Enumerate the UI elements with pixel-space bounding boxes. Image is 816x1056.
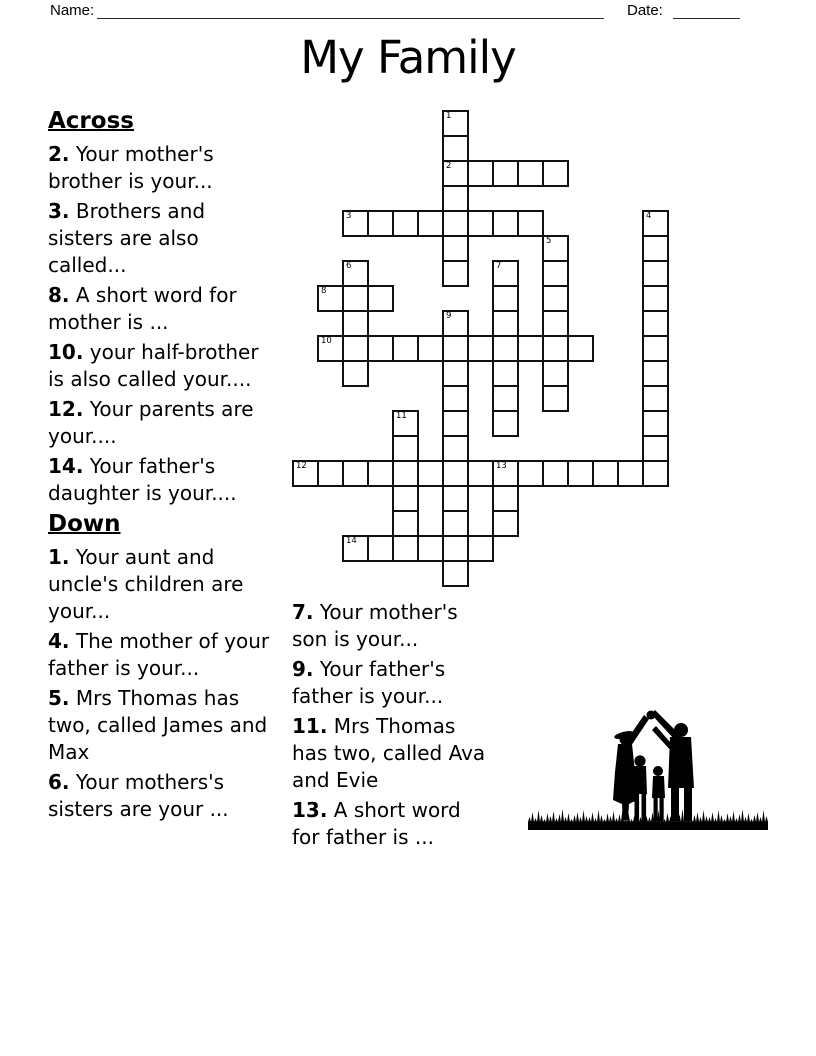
mother-body-icon: [613, 744, 637, 820]
crossword-cell[interactable]: [392, 485, 419, 512]
crossword-cell[interactable]: [642, 410, 669, 437]
clue-item: [48, 141, 276, 195]
crossword-cell[interactable]: [642, 360, 669, 387]
crossword-cell[interactable]: [642, 335, 669, 362]
clue-item: [48, 685, 276, 766]
clue-item: [48, 769, 276, 823]
cell-number: 11: [396, 411, 407, 421]
crossword-cell[interactable]: [442, 485, 469, 512]
clue-text: Your father's daughter is your....: [48, 454, 237, 505]
crossword-cell[interactable]: [642, 260, 669, 287]
clue-item: [292, 713, 492, 794]
crossword-cell[interactable]: [517, 210, 544, 237]
crossword-cell[interactable]: [442, 560, 469, 587]
crossword-cell[interactable]: [492, 485, 519, 512]
across-clue-list: [48, 141, 276, 507]
crossword-cell[interactable]: [517, 460, 544, 487]
clue-text: Mrs Thomas has two, called Ava and Evie: [292, 714, 486, 792]
clues-right-column: [292, 599, 492, 854]
crossword-cell[interactable]: [492, 285, 519, 312]
crossword-cell[interactable]: [517, 335, 544, 362]
crossword-cell[interactable]: [442, 160, 469, 187]
across-heading: Across: [48, 108, 134, 134]
clues-left-column: [48, 108, 276, 826]
crossword-cell[interactable]: [492, 460, 519, 487]
father-body-icon: [668, 737, 694, 788]
clue-number: 14.: [48, 454, 84, 478]
crossword-cell[interactable]: [442, 535, 469, 562]
crossword-cell[interactable]: [642, 310, 669, 337]
clue-number: 12.: [48, 397, 84, 421]
father-leg-icon: [671, 787, 679, 821]
crossword-cell[interactable]: [392, 535, 419, 562]
crossword-cell[interactable]: [442, 360, 469, 387]
cell-number: 8: [321, 286, 327, 296]
crossword-cell[interactable]: [492, 210, 519, 237]
clue-text: Your aunt and uncle's children are your...: [48, 545, 244, 623]
crossword-cell[interactable]: [492, 260, 519, 287]
crossword-cell[interactable]: [542, 260, 569, 287]
crossword-cell[interactable]: [442, 460, 469, 487]
crossword-cell[interactable]: [442, 135, 469, 162]
child2-head-icon: [653, 766, 663, 776]
clue-number: 11.: [292, 714, 328, 738]
cell-number: 1: [446, 111, 452, 121]
clue-text: The mother of your father is your...: [48, 629, 270, 680]
crossword-cell[interactable]: [542, 235, 569, 262]
crossword-cell[interactable]: [542, 335, 569, 362]
clue-number: 5.: [48, 686, 70, 710]
crossword-cell[interactable]: [542, 310, 569, 337]
crossword-cell[interactable]: [342, 210, 369, 237]
clue-item: [48, 198, 276, 279]
crossword-cell[interactable]: [542, 285, 569, 312]
clue-number: 8.: [48, 283, 70, 307]
clue-number: 13.: [292, 798, 328, 822]
crossword-cell[interactable]: [317, 335, 344, 362]
clue-text: Your mother's brother is your...: [48, 142, 214, 193]
crossword-cell[interactable]: [492, 360, 519, 387]
crossword-cell[interactable]: [492, 410, 519, 437]
crossword-cell[interactable]: [442, 310, 469, 337]
crossword-cell[interactable]: [342, 310, 369, 337]
name-input-line[interactable]: [97, 0, 604, 19]
crossword-cell[interactable]: [342, 360, 369, 387]
cell-number: 7: [496, 261, 502, 271]
clue-number: 10.: [48, 340, 84, 364]
crossword-grid: [292, 110, 669, 587]
child2-leg-icon: [654, 797, 658, 821]
crossword-cell[interactable]: [442, 510, 469, 537]
crossword-cell[interactable]: [367, 210, 394, 237]
crossword-cell[interactable]: [417, 210, 444, 237]
clue-text: Your father's father is your...: [292, 657, 446, 708]
crossword-cell[interactable]: [442, 110, 469, 137]
crossword-cell[interactable]: [492, 310, 519, 337]
crossword-cell[interactable]: [492, 510, 519, 537]
cell-number: 14: [346, 536, 357, 546]
crossword-cell[interactable]: [417, 460, 444, 487]
clue-text: Your mother's son is your...: [292, 600, 458, 651]
crossword-cell[interactable]: [442, 185, 469, 212]
clue-text: Mrs Thomas has two, called James and Max: [48, 686, 268, 764]
clue-item: [48, 544, 276, 625]
crossword-cell[interactable]: [642, 285, 669, 312]
clue-number: 9.: [292, 657, 314, 681]
child2-body-icon: [652, 776, 665, 798]
date-label: Date:: [627, 2, 663, 19]
clue-item: [292, 797, 492, 851]
crossword-cell[interactable]: [542, 460, 569, 487]
date-input-line[interactable]: [673, 0, 740, 19]
clue-text: A short word for father is ...: [292, 798, 461, 849]
clue-text: A short word for mother is ...: [48, 283, 237, 334]
crossword-cell[interactable]: [467, 335, 494, 362]
crossword-cell[interactable]: [342, 535, 369, 562]
crossword-cell[interactable]: [417, 335, 444, 362]
child1-leg-icon: [642, 793, 647, 821]
crossword-cell[interactable]: [367, 335, 394, 362]
crossword-cell[interactable]: [567, 460, 594, 487]
clue-item: [48, 453, 276, 507]
clue-text: your half-brother is also called your....: [48, 340, 259, 391]
crossword-cell[interactable]: [317, 460, 344, 487]
crossword-cell[interactable]: [392, 210, 419, 237]
crossword-cell[interactable]: [617, 460, 644, 487]
crossword-cell[interactable]: [442, 385, 469, 412]
clue-number: 3.: [48, 199, 70, 223]
crossword-cell[interactable]: [542, 385, 569, 412]
crossword-cell[interactable]: [317, 285, 344, 312]
crossword-cell[interactable]: [642, 460, 669, 487]
crossword-cell[interactable]: [492, 335, 519, 362]
crossword-cell[interactable]: [442, 335, 469, 362]
crossword-cell[interactable]: [517, 160, 544, 187]
crossword-cell[interactable]: [442, 260, 469, 287]
down-clue-list-left: [48, 544, 276, 823]
down-clue-list-right: [292, 599, 492, 851]
crossword-cell[interactable]: [467, 535, 494, 562]
crossword-cell[interactable]: [392, 460, 419, 487]
grass-icon: [528, 809, 768, 830]
clue-item: [292, 656, 492, 710]
father-leg-icon: [684, 787, 692, 821]
down-heading: Down: [48, 511, 121, 537]
child2-leg-icon: [660, 797, 664, 821]
crossword-cell[interactable]: [417, 535, 444, 562]
clue-item: [48, 628, 276, 682]
cell-number: 2: [446, 161, 452, 171]
crossword-cell[interactable]: [367, 535, 394, 562]
family-silhouette-shapes: [528, 710, 768, 830]
crossword-cell[interactable]: [642, 385, 669, 412]
clue-number: 7.: [292, 600, 314, 624]
clue-text: Your mothers's sisters are your ...: [48, 770, 229, 821]
cell-number: 5: [546, 236, 552, 246]
joined-hands-icon: [647, 711, 656, 720]
clue-item: [292, 599, 492, 653]
crossword-cell[interactable]: [342, 460, 369, 487]
cell-number: 13: [496, 461, 507, 471]
crossword-cell[interactable]: [592, 460, 619, 487]
crossword-cell[interactable]: [392, 410, 419, 437]
crossword-cell[interactable]: [392, 510, 419, 537]
crossword-cell[interactable]: [367, 460, 394, 487]
clue-number: 6.: [48, 770, 70, 794]
cell-number: 6: [346, 261, 352, 271]
clue-number: 4.: [48, 629, 70, 653]
crossword-cell[interactable]: [542, 160, 569, 187]
cell-number: 3: [346, 211, 352, 221]
crossword-cell[interactable]: [442, 210, 469, 237]
crossword-cell[interactable]: [442, 410, 469, 437]
crossword-cell[interactable]: [467, 210, 494, 237]
clue-number: 1.: [48, 545, 70, 569]
crossword-cell[interactable]: [367, 285, 394, 312]
crossword-cell[interactable]: [467, 160, 494, 187]
family-silhouette-icon: [528, 688, 768, 838]
crossword-cell[interactable]: [467, 460, 494, 487]
clue-text: Brothers and sisters are also called...: [48, 199, 206, 277]
worksheet-title: My Family: [300, 31, 516, 84]
crossword-cell[interactable]: [492, 160, 519, 187]
name-label: Name:: [50, 2, 95, 19]
crossword-cell[interactable]: [492, 385, 519, 412]
crossword-cell[interactable]: [342, 335, 369, 362]
cell-number: 10: [321, 336, 332, 346]
crossword-cell[interactable]: [567, 335, 594, 362]
cell-number: 9: [446, 311, 452, 321]
crossword-cell[interactable]: [392, 435, 419, 462]
crossword-cell[interactable]: [542, 360, 569, 387]
child1-leg-icon: [635, 793, 640, 821]
clue-text: Your parents are your....: [48, 397, 254, 448]
cell-number: 4: [646, 211, 652, 221]
crossword-cell[interactable]: [442, 435, 469, 462]
crossword-cell[interactable]: [642, 235, 669, 262]
crossword-cell[interactable]: [342, 285, 369, 312]
clue-number: 2.: [48, 142, 70, 166]
clue-item: [48, 396, 276, 450]
crossword-cell[interactable]: [392, 335, 419, 362]
cell-number: 12: [296, 461, 307, 471]
clue-item: [48, 282, 276, 336]
child1-body-icon: [633, 766, 647, 794]
crossword-cell[interactable]: [642, 210, 669, 237]
crossword-cell[interactable]: [642, 435, 669, 462]
crossword-cell[interactable]: [292, 460, 319, 487]
crossword-cell[interactable]: [442, 235, 469, 262]
clue-item: [48, 339, 276, 393]
child1-head-icon: [634, 755, 645, 766]
crossword-cell[interactable]: [342, 260, 369, 287]
